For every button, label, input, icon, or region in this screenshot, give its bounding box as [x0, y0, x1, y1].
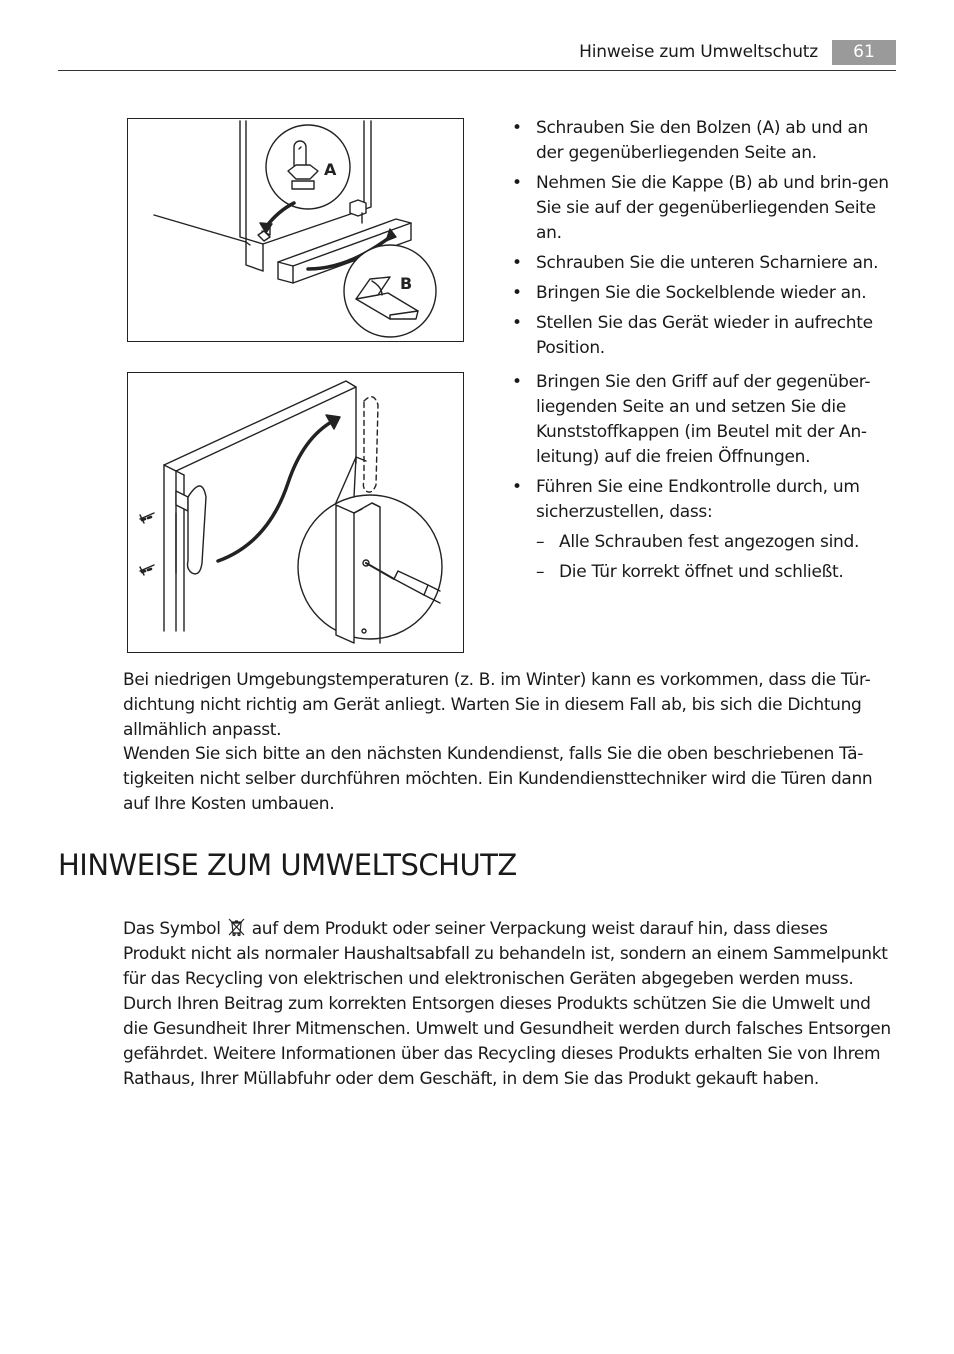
- label-b: B: [400, 274, 413, 293]
- list-item: • Nehmen Sie die Kappe (B) ab und brin-gen Sie sie auf der gegenüberliegenden Seite an.: [509, 171, 899, 246]
- cap-detail: [344, 245, 436, 337]
- list-item: • Bringen Sie die Sockelblende wieder an.: [509, 281, 899, 306]
- figure-bolt-and-cap: [127, 118, 464, 342]
- list-item: • Stellen Sie das Gerät wieder in aufrechte Position.: [509, 311, 899, 361]
- sub-list-item: – Alle Schrauben fest angezogen sind.: [536, 530, 899, 555]
- page-number: 61: [832, 40, 896, 65]
- arrow-to-bolt: [260, 203, 294, 233]
- figure-door-handle: [127, 372, 464, 653]
- list-item-text: Führen Sie eine Endkontrolle durch, um sicherzustellen, dass:: [536, 477, 860, 522]
- list-item: • Bringen Sie den Griff auf der gegenüber-liegenden Seite an und setzen Sie die Kunststoffkappen (im Beutel mit der An-leitung) auf die freien Öffnungen.: [509, 370, 899, 470]
- handle-drawing: [176, 486, 206, 574]
- list-item: • Schrauben Sie den Bolzen (A) ab und an der gegenüberliegenden Seite an.: [509, 116, 899, 166]
- steps-list-2: [509, 370, 899, 590]
- header-rule: [58, 70, 896, 71]
- substeps-list: [536, 530, 899, 585]
- steps-list-1: [509, 116, 899, 366]
- env-text-rest: auf dem Produkt oder seiner Verpackung weist darauf hin, dass dieses Produkt nicht als normaler Haushaltsabfall zu behandeln ist, sondern an einem Sammelpunkt für das Recycling von elektrischen und elektronischen Geräten abgegeben werden muss. Durch Ihren Beitrag zum korrekten Entsorgen dieses Produkts schützen Sie die Umwelt und die Gesundheit Ihrer Mitmenschen. Umwelt und Gesundheit werden durch falsches Entsorgen gefährdet. Weitere Informationen über das Recycling dieses Produkts erhalten Sie von Ihrem Rathaus, Ihrer Müllabfuhr oder dem Geschäft, in dem Sie das Produkt gekauft haben.: [123, 919, 891, 1089]
- env-text-start: Das Symbol: [123, 919, 221, 939]
- crossed-out-bin-icon: [228, 917, 245, 937]
- screwdriver-detail: [298, 457, 442, 643]
- paragraph-environment: [123, 917, 893, 1092]
- list-item: • Schrauben Sie die unteren Scharniere an.: [509, 251, 899, 276]
- sub-list-item: – Die Tür korrekt öffnet und schließt.: [536, 560, 899, 585]
- bolt-detail: [266, 125, 350, 209]
- header-title: Hinweise zum Umweltschutz: [579, 42, 818, 62]
- label-a: A: [324, 160, 337, 179]
- screws-drawing: [140, 513, 154, 575]
- paragraph-door-seal: Bei niedrigen Umgebungstemperaturen (z. B. im Winter) kann es vorkommen, dass die Tür-dichtung nicht richtig am Gerät anliegt. Warten Sie in diesem Fall ab, bis sich die Dichtung allmählich anpasst.: [123, 670, 871, 740]
- handle-outline-dashed: [356, 397, 378, 492]
- section-title: HINWEISE ZUM UMWELTSCHUTZ: [58, 848, 517, 882]
- paragraph-service: Wenden Sie sich bitte an den nächsten Kundendienst, falls Sie die oben beschriebenen Tä-tigkeiten nicht selber durchführen möchten. Ein Kundendiensttechniker wird die Türen dann auf Ihre Kosten umbauen.: [123, 744, 873, 814]
- list-item: [509, 475, 899, 585]
